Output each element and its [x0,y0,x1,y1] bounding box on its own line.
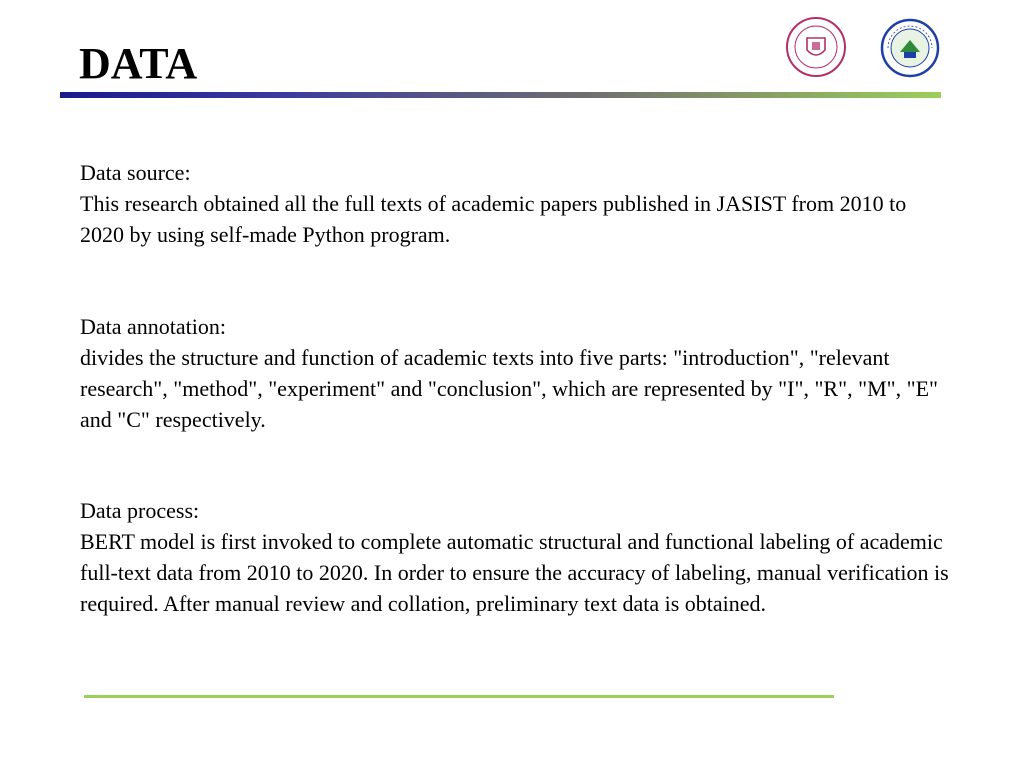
section-body: divides the structure and function of academic texts into five parts: "introduction", "relevant research", "method", "experiment" and "conclusion", which are represented by "I", "R", "M", "E" and "C" respectively. [80,345,939,432]
university-seal-right-icon [880,18,940,78]
section-heading: Data annotation: [80,314,227,339]
bottom-divider [84,695,834,698]
section-heading: Data process: [80,498,200,523]
section-body: This research obtained all the full texts of academic papers published in JASIST from 2010 to 2020 by using self-made Python program. [80,191,907,247]
section-heading: Data source: [80,160,191,185]
section-data-source [80,157,950,250]
university-seal-left-icon [785,16,847,78]
section-data-process [80,495,950,619]
title-divider [60,92,941,98]
slide-title: DATA [79,39,198,88]
section-body: BERT model is first invoked to complete automatic structural and functional labeling of academic full-text data from 2010 to 2020. In order to ensure the accuracy of labeling, manual verification is required. After manual review and collation, preliminary text data is obtained. [80,529,949,616]
section-data-annotation [80,311,950,435]
